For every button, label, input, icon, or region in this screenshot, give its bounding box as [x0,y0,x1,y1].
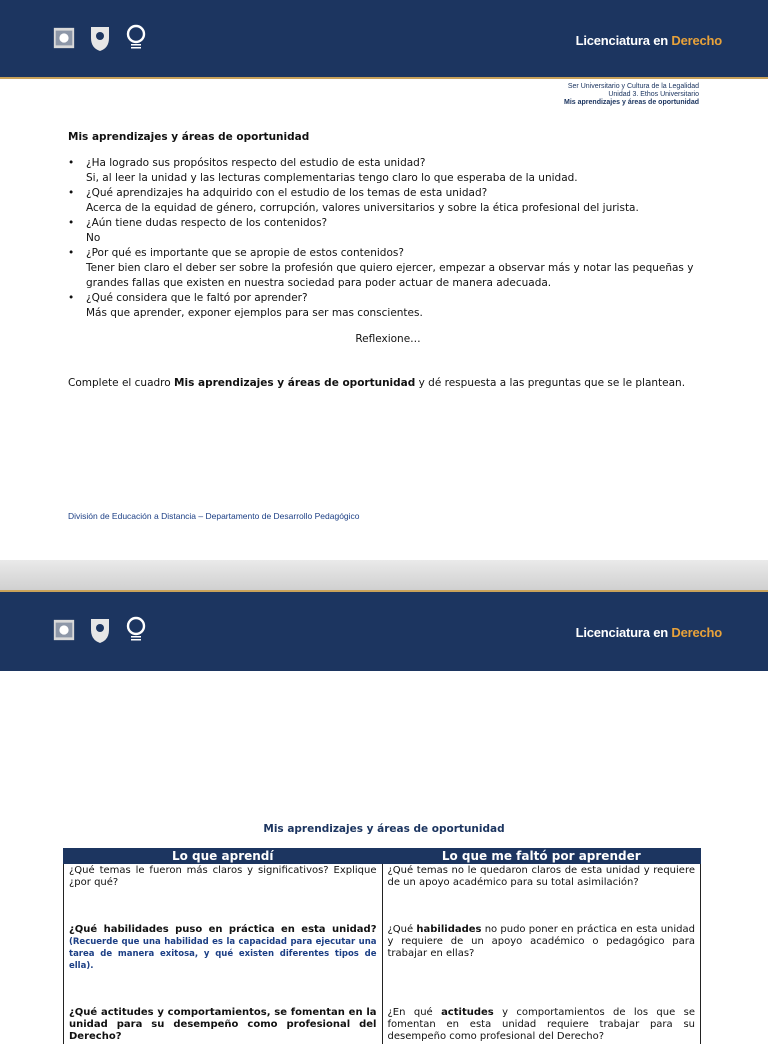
column-header-missing: Lo que me faltó por aprender [382,849,701,864]
unam-shield-icon [52,24,76,52]
column-header-learned: Lo que aprendí [64,849,383,864]
table-row [64,864,701,891]
section-title: Mis aprendizajes y áreas de oportunidad [68,131,310,143]
breadcrumb-course: Ser Universitario y Cultura de la Legalidad [567,83,699,90]
learning-table [63,848,701,1044]
question-list [68,156,708,321]
table-cell: ¿Qué habilidades no pudo poner en práctica en esta unidad y requiere de un apoyo académico o pedagógico para trabajar en ellas? [382,923,701,973]
faculty-shield-icon [88,24,112,52]
table-cell: ¿Qué temas le fueron más claros y significativos? Explique ¿por qué? [64,864,383,891]
list-item: • ¿Aún tiene dudas respecto de los contenidos? No [68,216,708,246]
logo-group [52,24,148,52]
document-page [0,0,768,521]
list-item: • ¿Por qué es importante que se apropie de estos contenidos? Tener bien claro el deber ser sobre la profesión que quiero ejercer, empezar a observar más y notar las pequeñas y grandes fallas que existen en nuestra sociedad para poder actuar de manera adecuada. [68,246,708,291]
instruction-text: Complete el cuadro Mis aprendizajes y áreas de oportunidad y dé respuesta a las preguntas que se le plantean. [68,377,686,389]
gold-stripe [0,77,768,79]
header-banner [0,0,768,79]
list-item: • ¿Ha logrado sus propósitos respecto del estudio de esta unidad? Si, al leer la unidad y las lecturas complementarias tengo claro lo que esperaba de la unidad. [68,156,708,186]
reflect-prompt: Reflexione… [355,333,421,345]
table-header-row [64,849,701,864]
breadcrumb-current: Mis aprendizajes y áreas de oportunidad [564,99,699,106]
header-banner-2 [0,592,768,671]
list-item: • ¿Qué considera que le faltó por aprender? Más que aprender, exponer ejemplos para ser mas conscientes. [68,291,708,321]
table-cell: ¿Qué habilidades puso en práctica en esta unidad? (Recuerde que una habilidad es la capacidad para ejecutar una tarea de manera exitosa, y qué existen diferentes tipos de ella). [64,923,383,973]
table-cell: ¿Qué temas no le quedaron claros de esta unidad y requiere de un apoyo académico para su total asimilación? [382,864,701,891]
page-gap [0,560,768,590]
table-row [64,923,701,973]
logo-group-2 [52,616,148,644]
table-cell: ¿Qué actitudes y comportamientos, se fomentan en la unidad para su desempeño como profesional del Derecho? [64,1006,383,1044]
faculty-shield-icon [88,616,112,644]
program-title: Licenciatura en Derecho [575,33,722,48]
table-cell: ¿En qué actitudes y comportamientos de los que se fomentan en esta unidad requiere trabajar para su desempeño como profesional del Derecho? [382,1006,701,1044]
table-title: Mis aprendizajes y áreas de oportunidad [263,823,505,835]
breadcrumb [564,83,699,107]
main-content [68,130,708,391]
list-item: • ¿Qué aprendizajes ha adquirido con el estudio de los temas de esta unidad? Acerca de la equidad de género, corrupción, valores universitarios y sobre la ética profesional del jurista. [68,186,708,216]
table-row-spacer [64,890,701,923]
page-footer: División de Educación a Distancia – Departamento de Desarrollo Pedagógico [68,511,360,521]
table-row [64,1006,701,1044]
division-logo-icon [124,616,148,644]
table-row-spacer [64,973,701,1006]
unam-shield-icon [52,616,76,644]
program-title: Licenciatura en Derecho [575,625,722,640]
breadcrumb-unit: Unidad 3. Ethos Universitario [608,91,699,98]
division-logo-icon [124,24,148,52]
